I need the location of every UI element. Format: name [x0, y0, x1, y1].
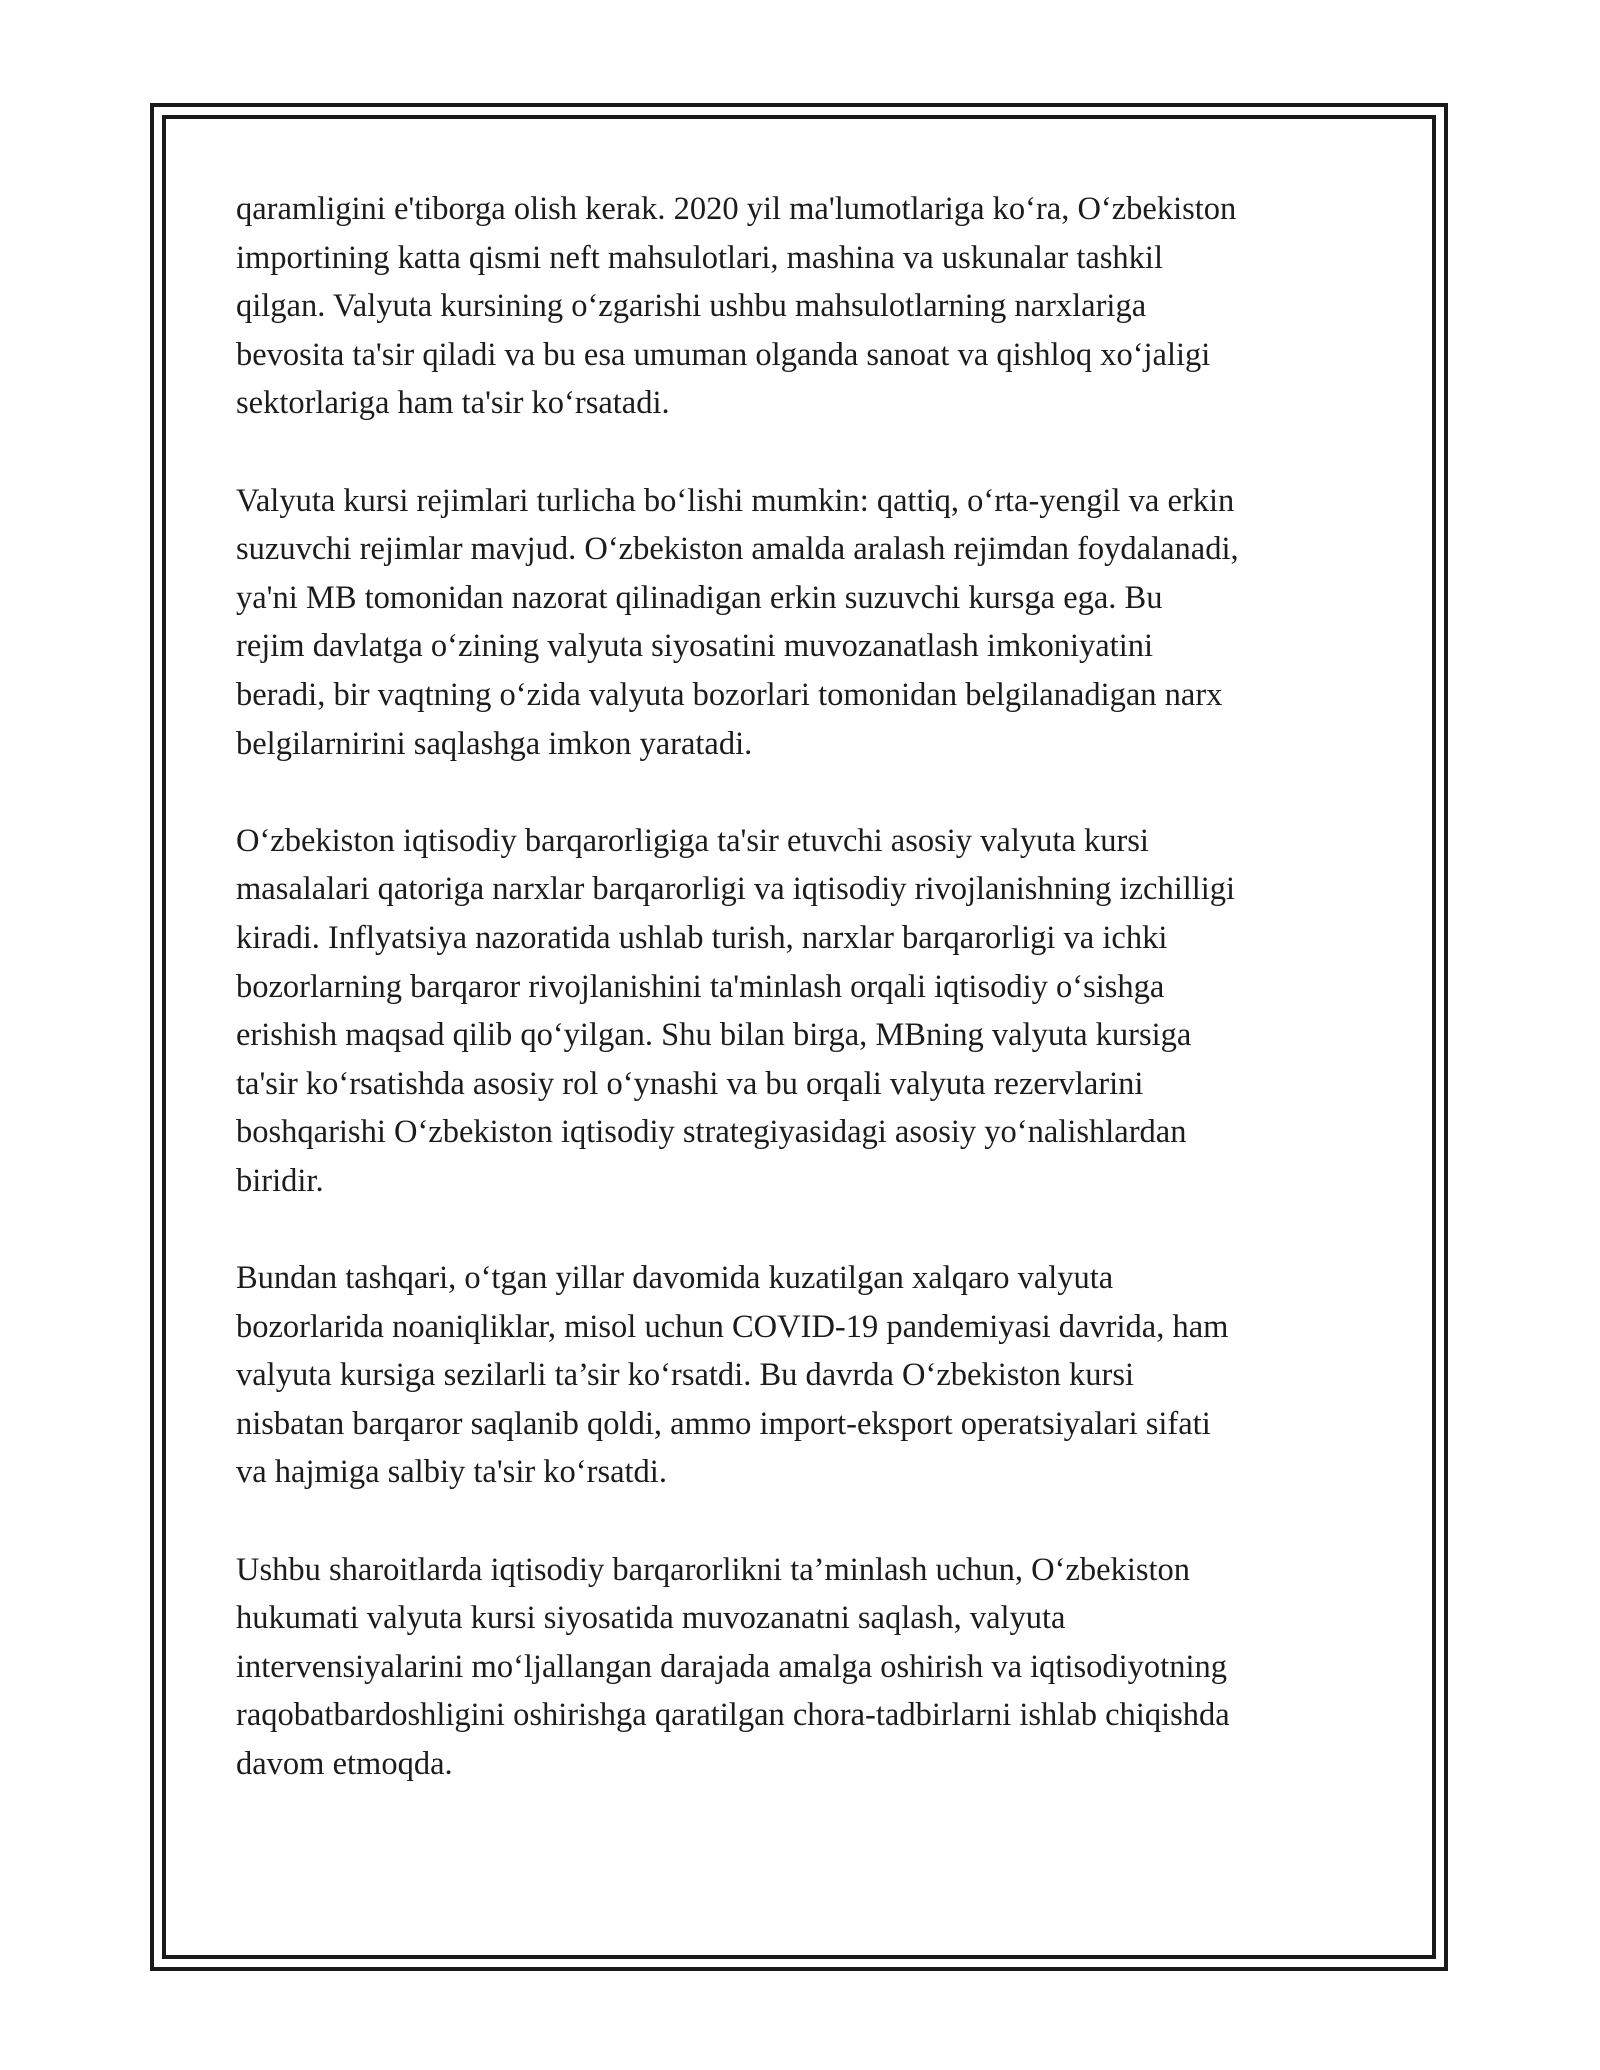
paragraph-5: Ushbu sharoitlarda iqtisodiy barqarorlikni ta’minlash uchun, O‘zbekiston hukumati valyuta kursi siyosatida muvozanatni saqlash, valyuta intervensiyalarini mo‘ljallangan darajada amalga oshirish va iqtisodiyotning raqobatbardoshligini oshirishga qaratilgan chora-tadbirlarni ishlab chiqishda davom etmoqda. [236, 1551, 1230, 1782]
paragraph-2: Valyuta kursi rejimlari turlicha bo‘lishi mumkin: qattiq, o‘rta-yengil va erkin suzuvchi rejimlar mavjud. O‘zbekiston amalda aralash rejimdan foydalanadi, ya'ni MB tomonidan nazorat qilinadigan erkin suzuvchi kursga ega. Bu rejim davlatga o‘zining valyuta siyosatini muvozanatlash imkoniyatini beradi, bir vaqtning o‘zida valyuta bozorlari tomonidan belgilanadigan narx belgilarnirini saqlashga imkon yaratadi. [236, 482, 1239, 762]
paragraph-1: qaramligini e'tiborga olish kerak. 2020 yil ma'lumotlariga ko‘ra, O‘zbekiston importining katta qismi neft mahsulotlari, mashina va uskunalar tashkil qilgan. Valyuta kursining o‘zgarishi ushbu mahsulotlarning narxlariga bevosita ta'sir qiladi va bu esa umuman olganda sanoat va qishloq xo‘jaligi sektorlariga ham ta'sir ko‘rsatadi. [236, 191, 1237, 422]
paragraph-3: O‘zbekiston iqtisodiy barqarorligiga ta'sir etuvchi asosiy valyuta kursi masalalari qatoriga narxlar barqarorligi va iqtisodiy rivojlanishning izchilligi kiradi. Inflyatsiya nazoratida ushlab turish, narxlar barqarorligi va ichki bozorlarning barqaror rivojlanishini ta'minlash orqali iqtisodiy o‘sishga erishish maqsad qilib qo‘yilgan. Shu bilan birga, MBning valyuta kursiga ta'sir ko‘rsatishda asosiy rol o‘ynashi va bu orqali valyuta rezervlarini boshqarishi O‘zbekiston iqtisodiy strategiyasidagi asosiy yo‘nalishlardan biridir. [236, 822, 1236, 1199]
document-body [236, 185, 1376, 1837]
paragraph-4: Bundan tashqari, o‘tgan yillar davomida kuzatilgan xalqaro valyuta bozorlarida noaniqliklar, misol uchun COVID-19 pandemiyasi davrida, ham valyuta kursiga sezilarli ta’sir ko‘rsatdi. Bu davrda O‘zbekiston kursi nisbatan barqaror saqlanib qoldi, ammo import-eksport operatsiyalari sifati va hajmiga salbiy ta'sir ko‘rsatdi. [236, 1260, 1229, 1491]
